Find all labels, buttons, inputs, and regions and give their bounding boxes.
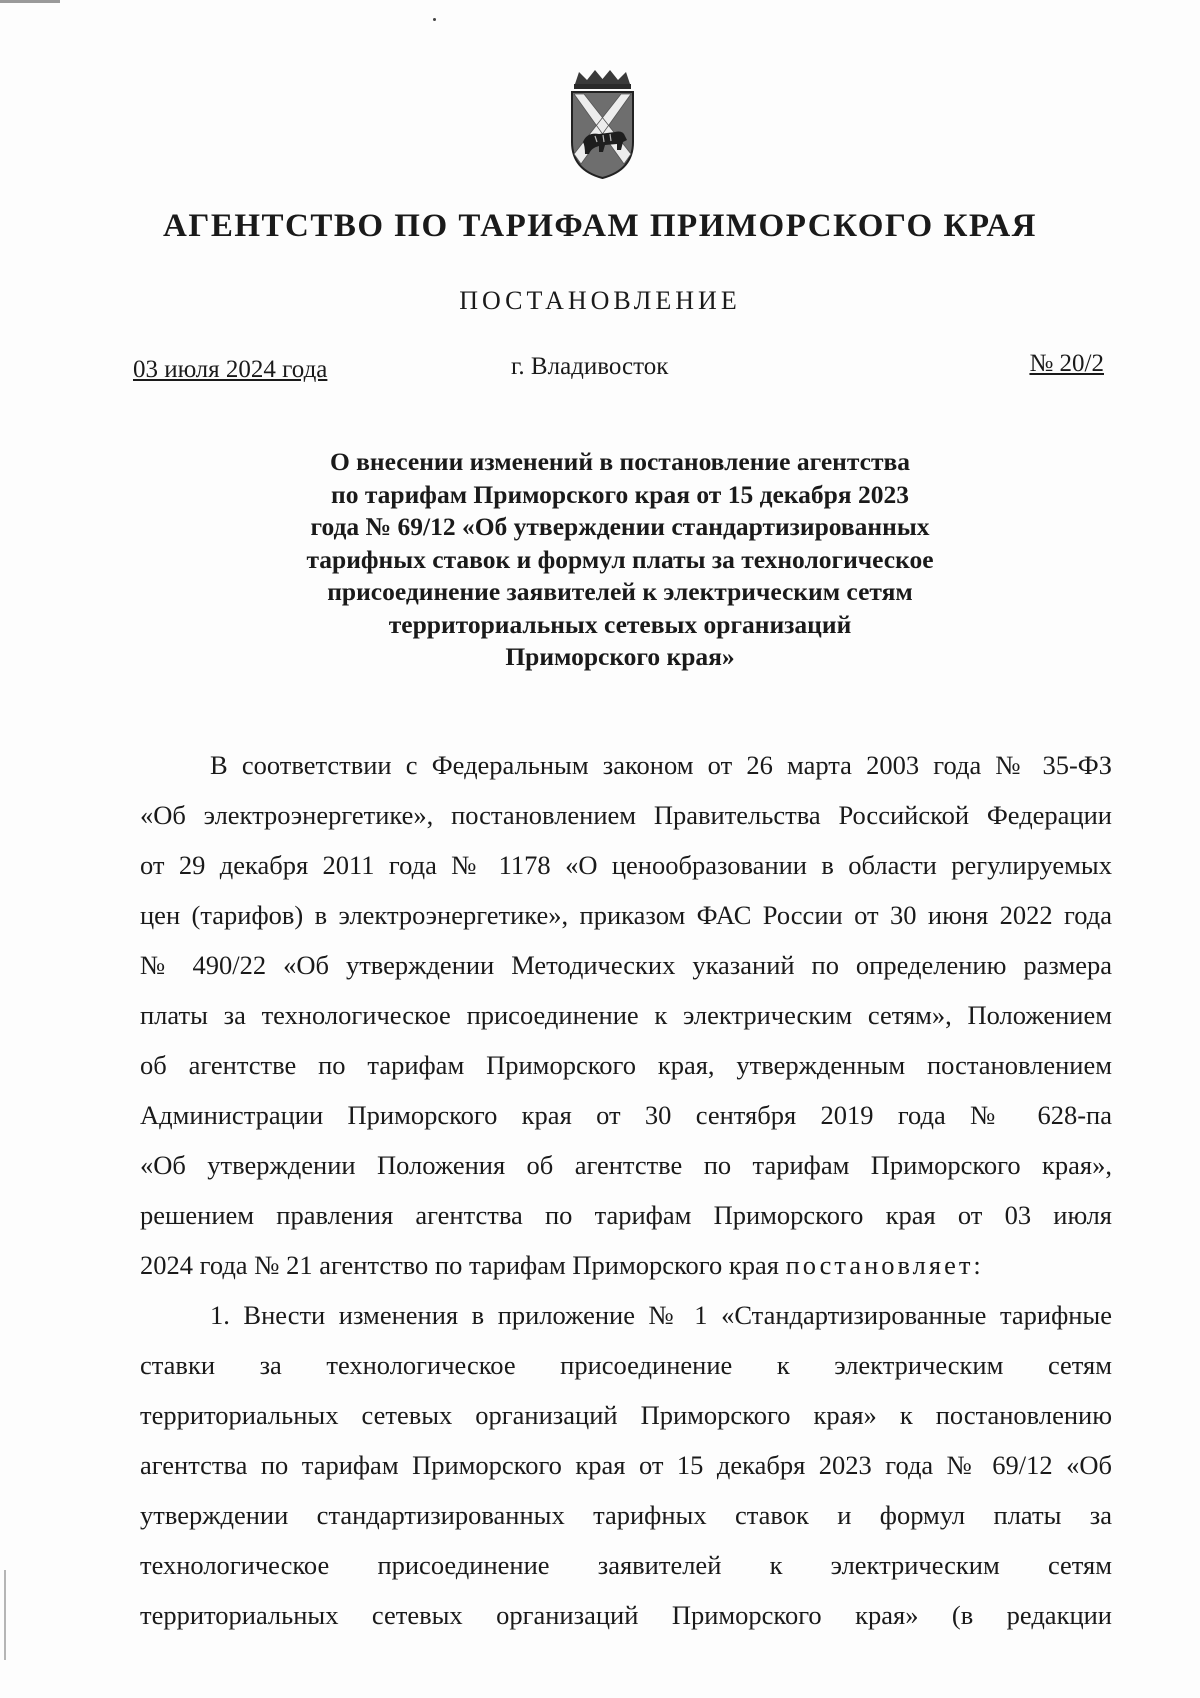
document-city: г. Владивосток <box>511 353 669 380</box>
text-fragment: 2024 года № 21 агентство по тарифам Приморского края <box>140 1250 786 1280</box>
text-line: об агентстве по тарифам Приморского края, утвержденным постановлением <box>140 1050 1112 1080</box>
text-line-last <box>140 1240 1112 1290</box>
text-line: Администрации Приморского края от 30 сентября 2019 года № 628-па <box>140 1100 1112 1130</box>
document-type: ПОСТАНОВЛЕНИЕ <box>459 286 741 315</box>
text-line: решением правления агентства по тарифам Приморского края от 03 июля <box>140 1200 1112 1230</box>
text-line: № 490/22 «Об утверждении Методических указаний по определению размера <box>140 950 1112 980</box>
text-line: В соответствии с Федеральным законом от 26 марта 2003 года № 35-ФЗ <box>210 750 1112 780</box>
text-line: цен (тарифов) в электроэнергетике», приказом ФАС России от 30 июня 2022 года <box>140 900 1112 930</box>
text-line: агентства по тарифам Приморского края от 15 декабря 2023 года № 69/12 «Об <box>140 1450 1112 1480</box>
text-line: территориальных сетевых организаций Приморского края» к постановлению <box>140 1400 1112 1430</box>
text-line: платы за технологическое присоединение к электрическим сетям», Положением <box>140 1000 1112 1030</box>
subject-line: по тарифам Приморского края от 15 декабря 2023 <box>331 479 909 509</box>
text-line: «Об электроэнергетике», постановлением Правительства Российской Федерации <box>140 800 1112 830</box>
text-line: технологическое присоединение заявителей к электрическим сетям <box>140 1550 1112 1580</box>
resolves-keyword: постановляет: <box>785 1250 984 1280</box>
text-line: от 29 декабря 2011 года № 1178 «О ценообразовании в области регулируемых <box>140 850 1112 880</box>
clause-1-paragraph <box>140 1290 1112 1640</box>
document-number: № 20/2 <box>1029 350 1104 377</box>
coat-of-arms-emblem <box>565 70 640 180</box>
subject-line: года № 69/12 «Об утверждении стандартизированных <box>310 512 930 541</box>
text-line: территориальных сетевых организаций Приморского края» (в редакции <box>140 1600 1112 1630</box>
text-line: ставки за технологическое присоединение к электрическим сетям <box>140 1350 1112 1380</box>
document-subject <box>230 446 1010 674</box>
scan-artifact-top <box>0 0 60 3</box>
agency-title: АГЕНТСТВО ПО ТАРИФАМ ПРИМОРСКОГО КРАЯ <box>163 208 1037 244</box>
subject-line: тарифных ставок и формул платы за технологическое <box>306 544 934 574</box>
text-line: 1. Внести изменения в приложение № 1 «Стандартизированные тарифные <box>210 1300 1112 1330</box>
scan-artifact-edge <box>4 1570 6 1660</box>
subject-line: территориальных сетевых организаций <box>388 609 852 639</box>
document-date: 03 июля 2024 года <box>133 356 328 383</box>
text-line: «Об утверждении Положения об агентстве по тарифам Приморского края», <box>140 1150 1112 1180</box>
scan-artifact-dot <box>433 18 436 21</box>
subject-line: О внесении изменений в постановление агентства <box>329 447 911 476</box>
document-body <box>140 740 1112 1640</box>
subject-line: присоединение заявителей к электрическим сетям <box>327 577 913 606</box>
subject-line: Приморского края» <box>505 642 735 671</box>
text-line: утверждении стандартизированных тарифных ставок и формул платы за <box>140 1500 1112 1530</box>
preamble-paragraph <box>140 740 1112 1290</box>
